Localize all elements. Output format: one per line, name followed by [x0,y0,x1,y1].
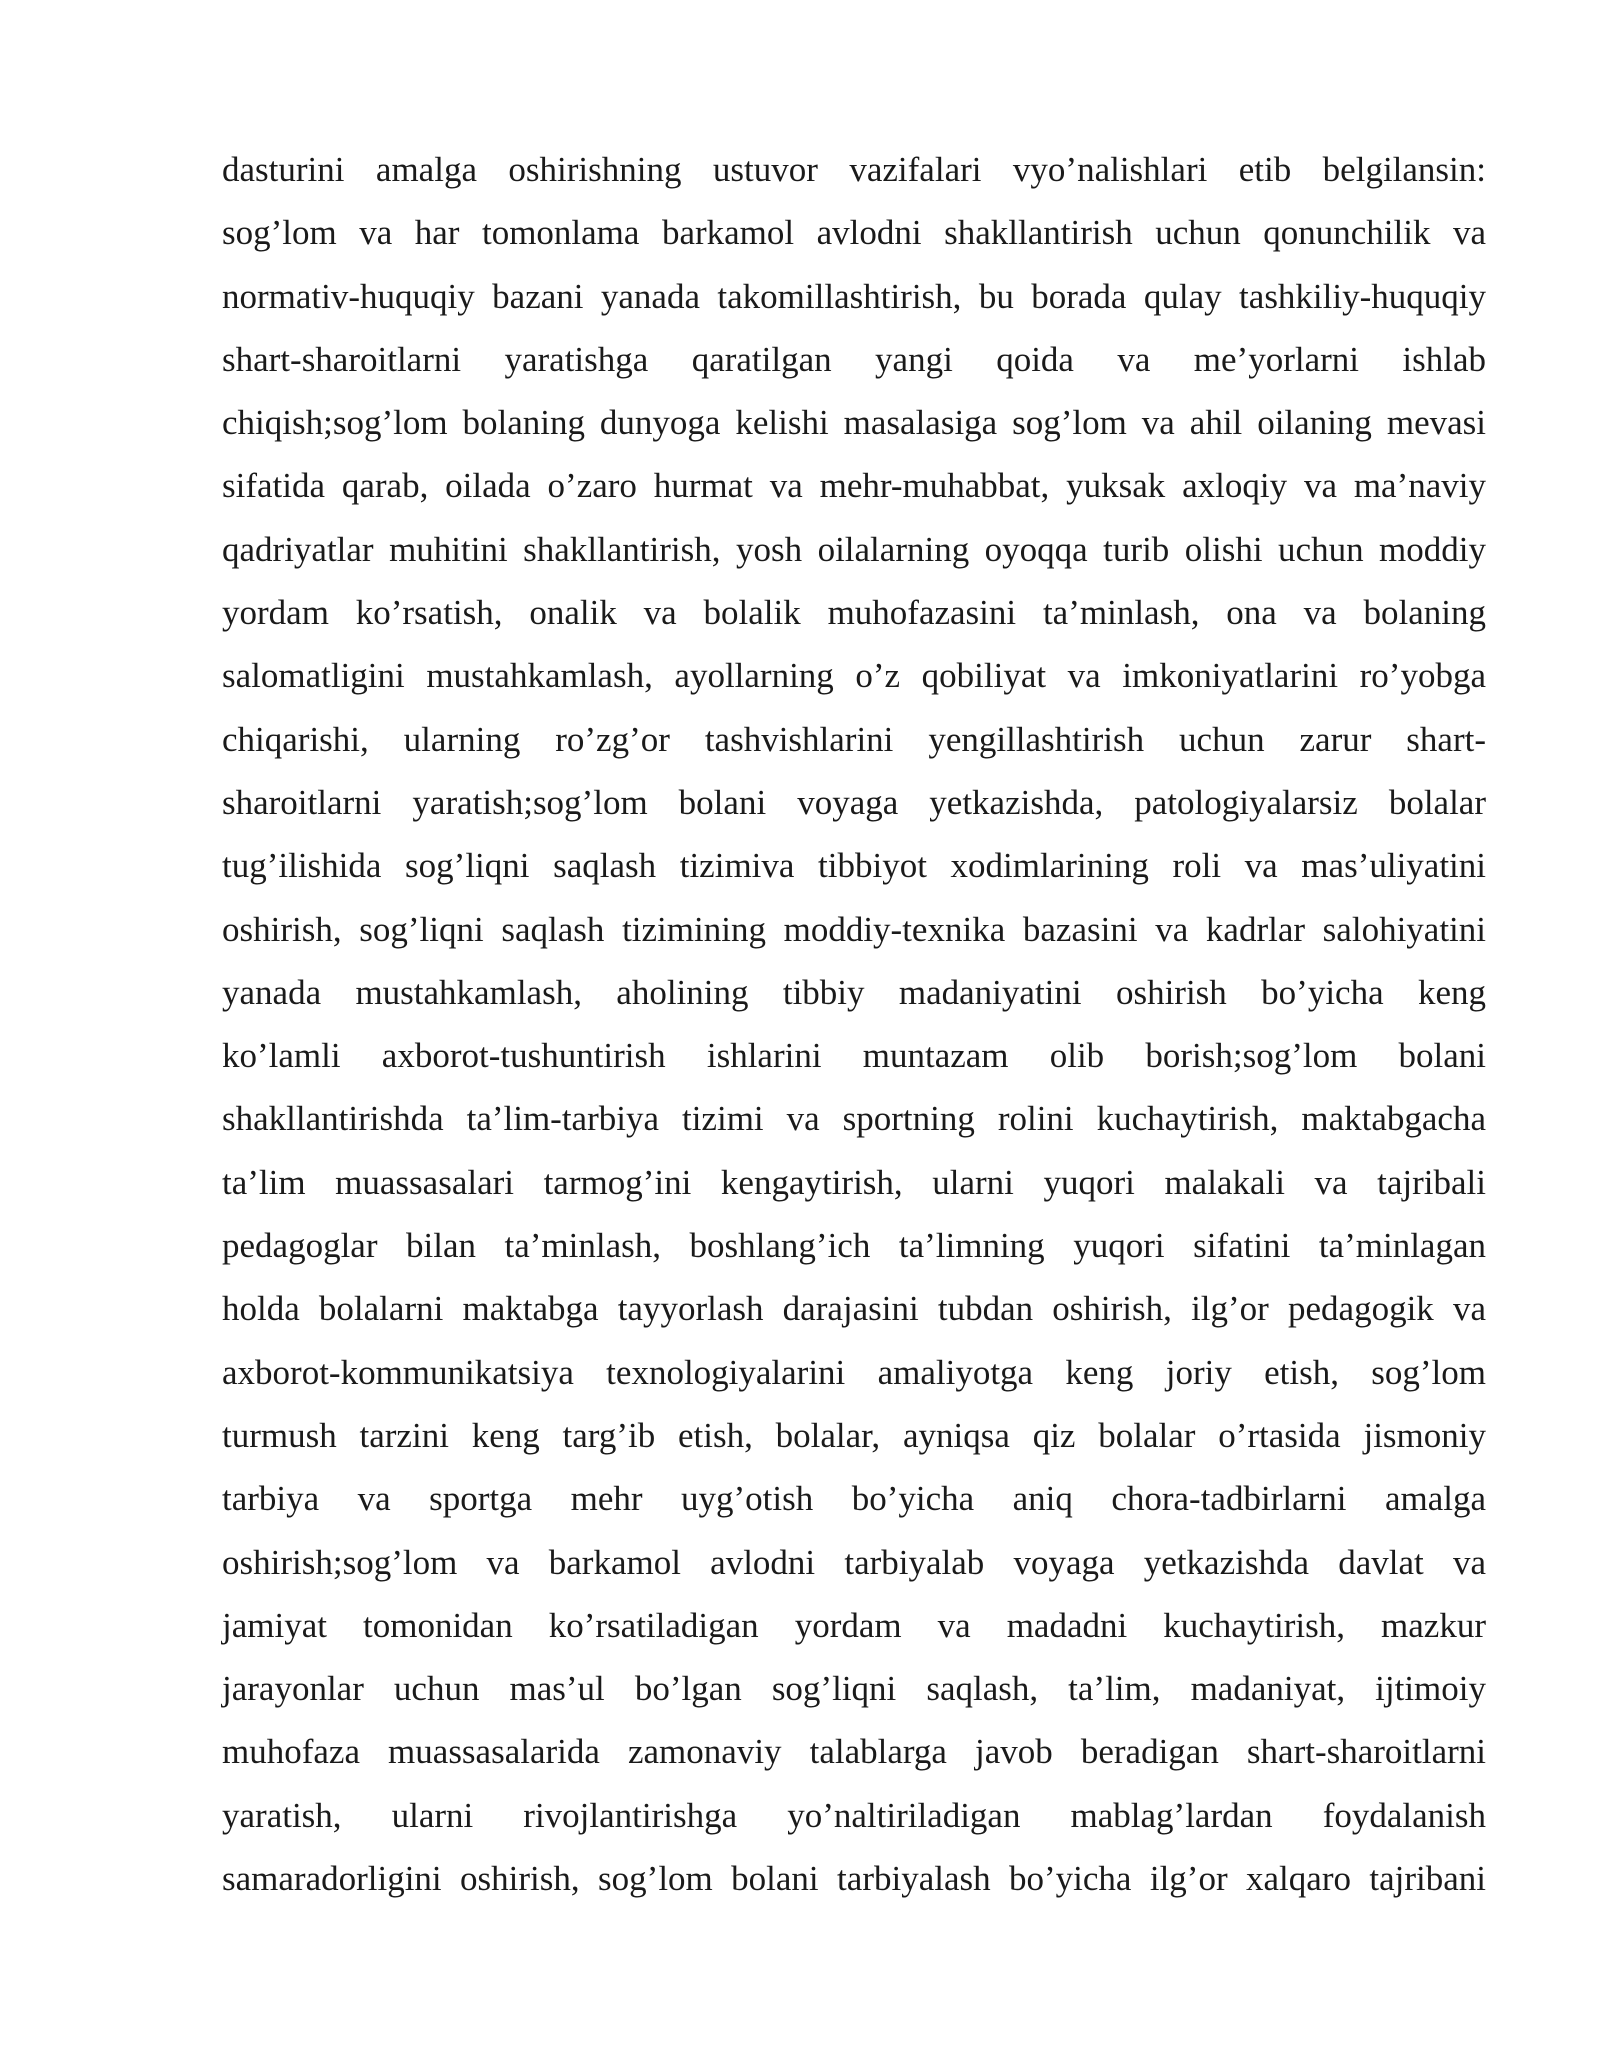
text-line: tarbiya va sportga mehr uyg’otish bo’yicha aniq chora-tadbirlarni amalga [222,1479,1486,1519]
text-line: pedagoglar bilan ta’minlash, boshlang’ich ta’limning yuqori sifatini ta’minlagan [222,1226,1486,1266]
text-line: holda bolalarni maktabga tayyorlash darajasini tubdan oshirish, ilg’or pedagogik va [222,1289,1486,1329]
text-line: samaradorligini oshirish, sog’lom bolani tarbiyalash bo’yicha ilg’or xalqaro tajribani [222,1859,1486,1899]
text-line: sog’lom va har tomonlama barkamol avlodni shakllantirish uchun qonunchilik va [222,213,1486,253]
text-line: qadriyatlar muhitini shakllantirish, yosh oilalarning oyoqqa turib olishi uchun moddiy [222,529,1486,569]
text-line: oshirish, sog’liqni saqlash tizimining moddiy-texnika bazasini va kadrlar salohiyatini [222,909,1486,949]
text-line: yanada mustahkamlash, aholining tibbiy madaniyatini oshirish bo’yicha keng [222,972,1486,1012]
text-line: oshirish;sog’lom va barkamol avlodni tarbiyalab voyaga yetkazishda davlat va [222,1542,1486,1582]
text-line: chiqarishi, ularning ro’zg’or tashvishlarini yengillashtirish uchun zarur shart- [222,719,1486,759]
text-line: normativ-huquqiy bazani yanada takomillashtirish, bu borada qulay tashkiliy-huquqiy [222,276,1486,316]
text-line: chiqish;sog’lom bolaning dunyoga kelishi masalasiga sog’lom va ahil oilaning mevasi [222,403,1486,443]
text-line: salomatligini mustahkamlash, ayollarning o’z qobiliyat va imkoniyatlarini ro’yobga [222,656,1486,696]
text-line: tug’ilishida sog’liqni saqlash tizimiva tibbiyot xodimlarining roli va mas’uliyatini [222,846,1486,886]
text-line: yordam ko’rsatish, onalik va bolalik muhofazasini ta’minlash, ona va bolaning [222,593,1486,633]
text-line: ta’lim muassasalari tarmog’ini kengaytirish, ularni yuqori malakali va tajribali [222,1162,1486,1202]
text-line: yaratish, ularni rivojlantirishga yo’naltiriladigan mablag’lardan foydalanish [222,1795,1486,1835]
text-line: shakllantirishda ta’lim-tarbiya tizimi va sportning rolini kuchaytirish, maktabgacha [222,1099,1486,1139]
text-line: turmush tarzini keng targ’ib etish, bolalar, ayniqsa qiz bolalar o’rtasida jismoniy [222,1415,1486,1455]
text-line: shart-sharoitlarni yaratishga qaratilgan yangi qoida va me’yorlarni ishlab [222,339,1486,379]
text-line: sifatida qarab, oilada o’zaro hurmat va mehr-muhabbat, yuksak axloqiy va ma’naviy [222,466,1486,506]
text-line: dasturini amalga oshirishning ustuvor vazifalari vyo’nalishlari etib belgilansin: [222,150,1486,189]
text-line: axborot-kommunikatsiya texnologiyalarini amaliyotga keng joriy etish, sog’lom [222,1352,1486,1392]
text-line: sharoitlarni yaratish;sog’lom bolani voyaga yetkazishda, patologiyalarsiz bolalar [222,782,1486,822]
text-line: muhofaza muassasalarida zamonaviy talablarga javob beradigan shart-sharoitlarni [222,1732,1486,1772]
text-line: ko’lamli axborot-tushuntirish ishlarini muntazam olib borish;sog’lom bolani [222,1036,1486,1076]
body-text [222,145,1486,1917]
text-line: jamiyat tomonidan ko’rsatiladigan yordam va madadni kuchaytirish, mazkur [222,1605,1486,1645]
text-line: jarayonlar uchun mas’ul bo’lgan sog’liqni saqlash, ta’lim, madaniyat, ijtimoiy [222,1669,1486,1709]
